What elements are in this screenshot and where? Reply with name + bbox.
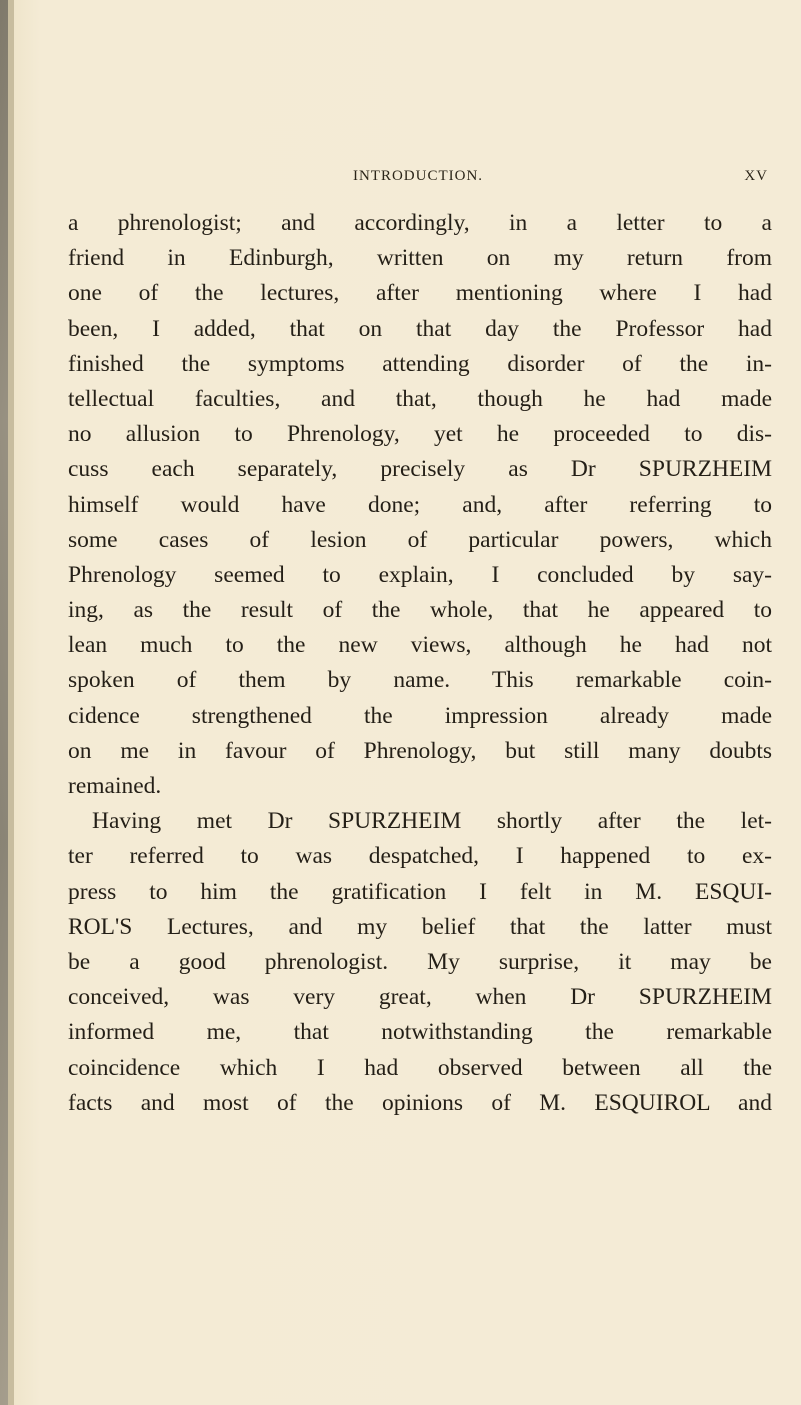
text-line: facts and most of the opinions of M. ESQUIROL and (68, 1089, 772, 1116)
text-line: conceived, was very great, when Dr SPURZHEIM (68, 984, 772, 1011)
text-line: ROL'S Lectures, and my belief that the latter must (68, 913, 772, 940)
paragraph-start-line: Having met Dr SPURZHEIM shortly after the let- (92, 808, 772, 835)
text-line: cuss each separately, precisely as Dr SPURZHEIM (68, 456, 772, 483)
text-line: be a good phrenologist. My surprise, it may be (68, 948, 772, 975)
text-line: no allusion to Phrenology, yet he proceeded to dis- (68, 421, 772, 448)
text-line: finished the symptoms attending disorder of the in- (68, 350, 772, 377)
running-head-title: INTRODUCTION. (352, 168, 484, 184)
text-line: ter referred to was despatched, I happened to ex- (68, 843, 772, 870)
text-line: Phrenology seemed to explain, I concluded by say- (68, 561, 772, 588)
binding-edge (0, 0, 8, 1405)
text-line: one of the lectures, after mentioning where I had (68, 280, 772, 307)
text-line: on me in favour of Phrenology, but still many doubts (68, 737, 772, 764)
text-line: spoken of them by name. This remarkable coin- (68, 667, 772, 694)
text-line: coincidence which I had observed between all the (68, 1054, 772, 1081)
text-line: press to him the gratification I felt in M. ESQUI- (68, 878, 772, 905)
text-line: himself would have done; and, after referring to (68, 491, 772, 518)
text-line: a phrenologist; and accordingly, in a letter to a (68, 210, 772, 236)
text-line: informed me, that notwithstanding the remarkable (68, 1019, 772, 1046)
text-line: been, I added, that on that day the Professor had (68, 315, 772, 342)
page-number: XV (744, 168, 768, 184)
binding-gap (8, 0, 14, 1405)
text-line: friend in Edinburgh, written on my return from (68, 245, 772, 272)
text-line: ing, as the result of the whole, that he appeared to (68, 597, 772, 624)
text-line: lean much to the new views, although he had not (68, 632, 772, 659)
text-line: some cases of lesion of particular powers, which (68, 526, 772, 553)
text-line: cidence strengthened the impression already made (68, 702, 772, 729)
text-line: remained. (68, 773, 162, 799)
running-head (68, 168, 768, 194)
text-line: tellectual faculties, and that, though he had made (68, 385, 772, 412)
body-text (68, 206, 772, 1121)
